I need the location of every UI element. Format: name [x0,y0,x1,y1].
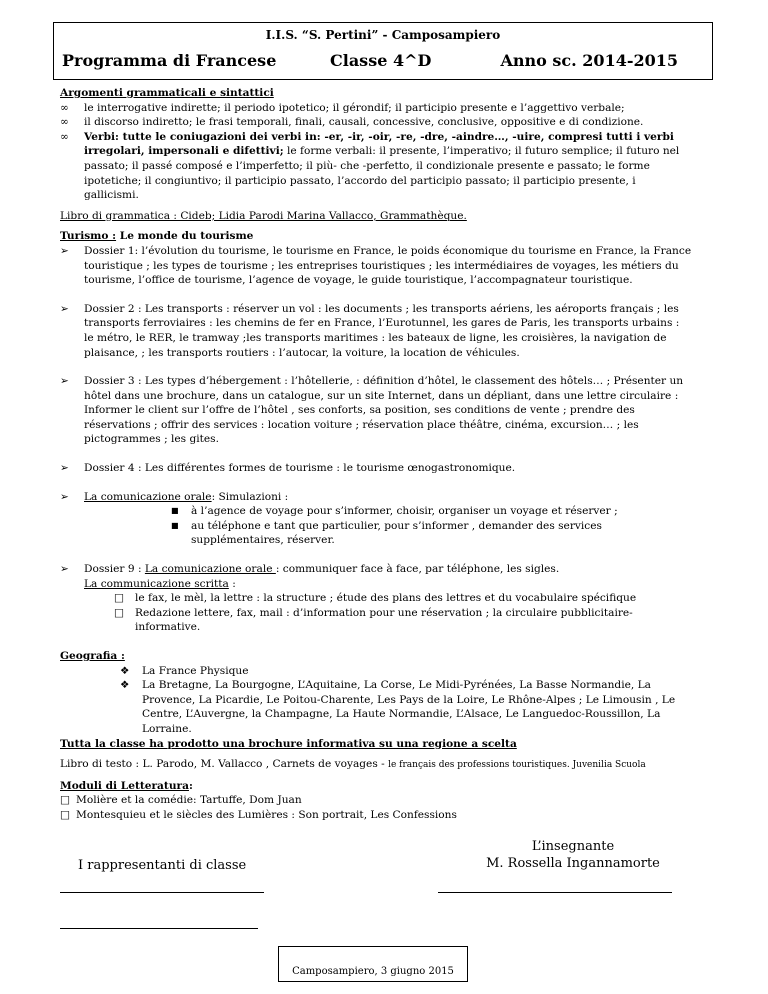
arrow-bullet-icon: ➢ [60,302,69,315]
turismo-list [60,244,692,591]
diamond-bullet-icon: ❖ [120,664,130,677]
geografia-item: ❖ La France Physique [120,664,249,677]
geografia-list [60,664,692,737]
dossier-3: ➢ Dossier 3 : Les types d’hébergement : l’hôtellerie, : définition d’hôtel, le classement des hôtels… ; Présenter un hôtel dans une brochure, dans un catalogue, sur un site Internet, dans un dépliant, dans une lettre circulaire : Informer le client sur l’offre de l’hôtel , ses conforts, sa position, ses conditions de vente ; prendre des réservations ; offrir des services : location voiture ; réservation place théâtre, cinéma, excursion… ; les pictogrammes ; les gites. [60,375,684,446]
program-content [60,86,692,823]
teacher-name: M. Rossella Ingannamorte [486,856,660,871]
letteratura-title: Moduli di Letteratura: [60,779,193,792]
turismo-title: Turismo : Le monde du tourisme [60,230,254,243]
arrow-bullet-icon: ➢ [60,563,69,576]
dossier-1: ➢ Dossier 1: l’évolution du tourisme, le tourisme en France, le poids économique du tourisme en France, la France touristique ; les types de tourisme ; les entreprises touristiques ; les intermédiaires de voyages, les métiers du tourisme, l’office de tourisme, l’agence de voyage, le guide touristique, l’accompagnateur touristique. [60,244,692,287]
dossier-4: ➢ Dossier 4 : Les différentes formes de tourisme : le tourisme œnogastronomique. [60,462,516,475]
date-footer: Camposampiero, 3 giugno 2015 [278,946,468,982]
grammar-book: Libro di grammatica : Cideb; Lidia Parodi Marina Vallacco, Grammathèque. [60,209,467,222]
diamond-bullet-icon: ❖ [120,679,130,692]
scritta-sublist [60,591,692,635]
class-representatives-label: I rappresentanti di classe [78,858,247,873]
arrow-bullet-icon: ➢ [60,462,69,475]
school-name: I.I.S. “S. Pertini” - Camposampiero [265,28,501,42]
dossier-9: ➢ Dossier 9 : La comunicazione orale : communiquer face à face, par téléphone, les sigles. La communicazione scritta : [60,562,692,591]
geografia-title: Geografia : [60,650,125,662]
scritta-title: La communicazione scritta : [84,577,236,590]
grammar-item: ∞ il discorso indiretto; le frasi temporali, finali, causali, concessive, conclusive, oppositive e di condizione. [60,116,644,129]
class-label: Classe 4^D [330,51,432,70]
comunicazione-orale: ➢ La comunicazione orale: Simulazioni : ■ à l’agence de voyage pour s’informer, choisir, organiser un voyage et réserver ; ■ au téléphone e tant que particulier, pour s’informer , demander des services supplémentaires, réserver. [60,490,692,548]
scritta-item: □ Redazione lettere, fax, mail : d’information pour une réservation ; la circulaire pubblicitaire-informative. [114,606,633,634]
grammar-item: ∞ le interrogative indirette; il periodo ipotetico; il gérondif; il participio presente e l’aggettivo verbale; [60,101,625,114]
geografia-book: Libro di testo : L. Parodo, M. Vallacco , Carnets de voyages - le français des professions touristiques. Juvenilia Scuola [60,758,646,771]
square-bullet-icon: ■ [171,506,179,516]
infinity-bullet-icon: ∞ [60,130,69,143]
school-year: Anno sc. 2014-2015 [500,51,678,70]
signature-line [60,892,264,893]
arrow-bullet-icon: ➢ [60,244,69,257]
arrow-bullet-icon: ➢ [60,490,69,503]
program-title: Programma di Francese [62,51,277,70]
infinity-bullet-icon: ∞ [60,101,69,114]
signature-line [60,928,258,929]
square-bullet-icon: ■ [171,520,179,530]
infinity-bullet-icon: ∞ [60,116,69,129]
grammar-item-verbi: ∞ Verbi: tutte le coniugazioni dei verbi in: -er, -ir, -oir, -re, -dre, -aindre…, -uire, compresi tutti i verbi irregolari, impersonali e difettivi; le forme verbali: il presente, l’imperativo; il futuro semplice; il futuro nel passato; il passé composé e l’imperfetto; il più- che -perfetto, il condizionale presente e passato; le forme ipotetiche; il congiuntivo; il participio passato, l’accordo del participio passato; il participio presente, i gallicismi. [60,130,680,202]
letteratura-item: □ Montesquieu et le siècles des Lumières : Son portrait, Les Confessions [60,808,457,821]
brochure-note: Tutta la classe ha prodotto una brochure informativa su una regione a scelta [60,737,517,750]
oral-sublist [84,504,692,548]
grammar-title: Argomenti grammaticali e sintattici [60,87,274,99]
checkbox-bullet-icon: □ [114,592,125,605]
oral-item: ■ au téléphone e tant que particulier, pour s’informer , demander des services supplémentaires, réserver. [171,519,602,547]
teacher-signature [470,838,676,872]
checkbox-bullet-icon: □ [114,606,125,619]
letteratura-item: □ Molière et la comédie: Tartuffe, Dom Juan [60,794,302,807]
arrow-bullet-icon: ➢ [60,375,69,388]
checkbox-bullet-icon: □ [60,794,71,807]
oral-item: ■ à l’agence de voyage pour s’informer, choisir, organiser un voyage et réserver ; [171,505,618,518]
header-box [53,22,713,80]
dossier-2: ➢ Dossier 2 : Les transports : réserver un vol : les documents ; les transports aériens, les aéroports français ; les transports ferroviaires : les chemins de fer en France, l’Eurotunnel, les gares de Paris, les transports urbains : le métro, le RER, le tramway ;les transports maritimes : les bateaux de ligne, les croisières, la navigation de plaisance, ; les transports routiers : l’autocar, la voiture, la location de véhicules. [60,302,680,359]
signature-line [438,892,672,893]
scritta-item: □ le fax, le mèl, la lettre : la structure ; étude des plans des lettres et du vocabulaire spécifique [114,592,637,605]
grammar-list [60,101,692,203]
geografia-item: ❖ La Bretagne, La Bourgogne, L’Aquitaine, La Corse, Le Midi-Pyrénées, La Basse Normandie, La Provence, La Picardie, Le Poitou-Charente, Les Pays de la Loire, Le Rhône-Alpes ; Le Limousin , Le Centre, L’Auvergne, la Champagne, La Haute Normandie, L’Alsace, Le Languedoc-Roussillon, La Lorraine. [120,679,676,735]
checkbox-bullet-icon: □ [60,808,71,821]
letteratura-list [60,793,692,822]
teacher-title: L’insegnante [531,839,615,854]
